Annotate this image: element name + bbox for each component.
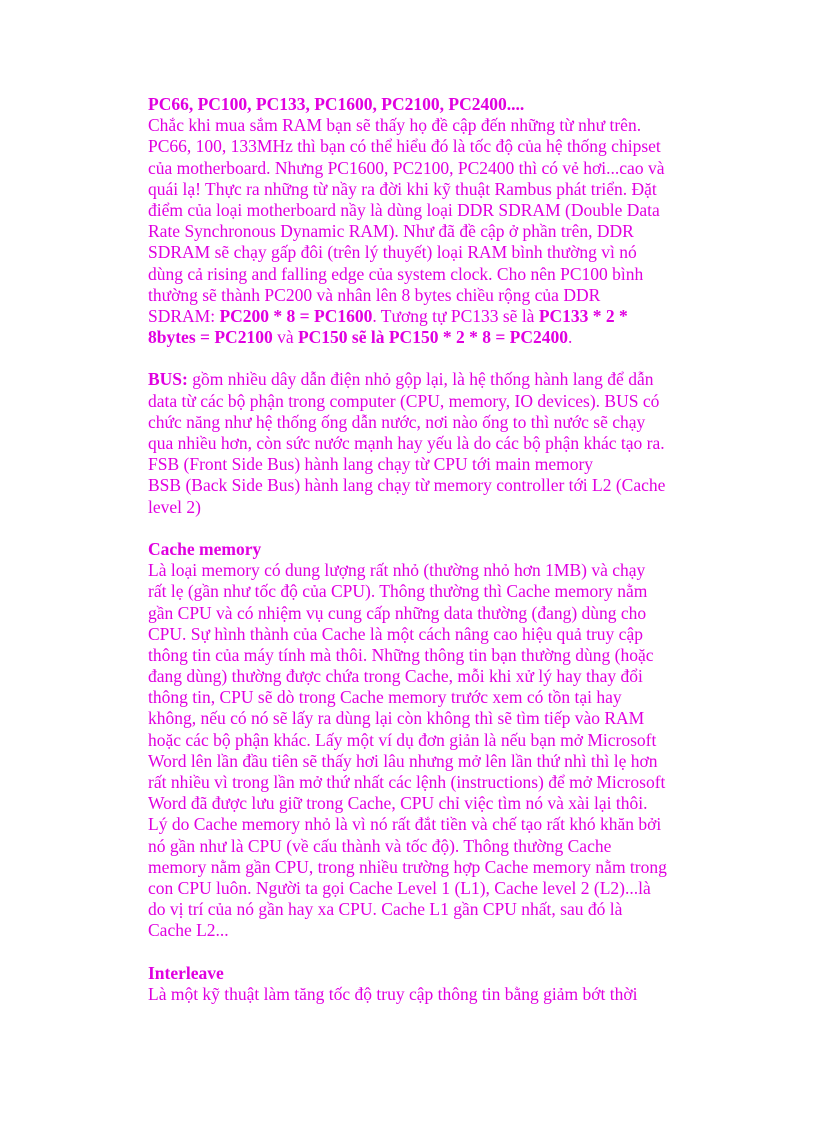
paragraph-gap (148, 942, 678, 963)
heading-pc-types: PC66, PC100, PC133, PC1600, PC2100, PC2400.... (148, 94, 525, 114)
text-line: BSB (Back Side Bus) hành lang chạy từ memory controller tới L2 (Cache (148, 475, 666, 496)
text-line: data từ các bộ phận trong computer (CPU, memory, IO devices). BUS có (148, 390, 660, 411)
formula-pc2400: PC150 sẽ là PC150 * 2 * 8 = PC2400 (297, 327, 568, 348)
text-line: dùng cả rising and falling edge của system clock. Cho nên PC100 bình (148, 263, 644, 284)
document-page (148, 94, 678, 1005)
text-line: rất nhiều vì trong lần mở thứ nhất các lệnh (instructions) để mở Microsoft (148, 772, 666, 792)
text-run: . Tương tự PC133 sẽ là (372, 305, 539, 326)
text-line: của motherboard. Nhưng PC1600, PC2100, PC2400 thì có vẻ hơi...cao và (148, 157, 665, 178)
text-line: hoặc các bộ phận khác. Lấy một ví dụ đơn giản là nếu bạn mở Microsoft (148, 729, 657, 750)
heading-interleave: Interleave (148, 962, 224, 983)
text-line: CPU. Sự hình thành của Cache là một cách nâng cao hiệu quả truy cập (148, 623, 643, 644)
text-line: thường sẽ thành PC200 và nhân lên 8 bytes chiều rộng của DDR (148, 284, 601, 305)
text-line: Cache L2... (148, 920, 229, 941)
text-line: điểm của loại motherboard nầy là dùng loại DDR SDRAM (Double Data (148, 199, 660, 220)
text-line: Chắc khi mua sắm RAM bạn sẽ thấy họ đề cập đến những từ như trên. (148, 115, 642, 136)
text-line: Word đã được lưu giữ trong Cache, CPU chỉ việc tìm nó và xài lại thôi. (148, 793, 648, 814)
text-line: rất lẹ (gần như tốc độ của CPU). Thông thường thì Cache memory nằm (148, 581, 648, 602)
text-line-formula (148, 306, 678, 327)
text-run: và (272, 327, 298, 348)
text-line: không, nếu có nó sẽ lấy ra dùng lại còn không thì sẽ tìm tiếp vào RAM (148, 708, 645, 729)
formula-pc1600: PC200 * 8 = PC1600 (219, 305, 373, 326)
text-line: gần CPU và có nhiệm vụ cung cấp những data thường (đang) dùng cho (148, 602, 647, 623)
formula-pc2100-end: 8bytes = PC2100 (148, 327, 273, 348)
text-line: đang dùng) thường được chứa trong Cache, mỗi khi xử lý hay thay đổi (148, 666, 643, 687)
text-run: . (568, 327, 573, 348)
text-line: Lý do Cache memory nhỏ là vì nó rất đắt tiền và chế tạo rất khó khăn bởi (148, 814, 662, 835)
text-line: do vị trí của nó gần hay xa CPU. Cache L1 gần CPU nhất, sau đó là (148, 899, 623, 920)
text-run: SDRAM: (148, 305, 220, 326)
text-run: gồm nhiều dây dẫn điện nhỏ gộp lại, là hệ thống hành lang để dẫn (187, 369, 654, 390)
text-line-formula (148, 327, 678, 348)
paragraph-gap (148, 348, 678, 369)
text-line: con CPU luôn. Người ta gọi Cache Level 1 (L1), Cache level 2 (L2)...là (148, 877, 651, 898)
bus-label: BUS: (148, 369, 188, 390)
text-line: Là loại memory có dung lượng rất nhỏ (thường nhỏ hơn 1MB) và chạy (148, 560, 646, 581)
text-line-bus (148, 369, 678, 390)
text-line: PC66, 100, 133MHz thì bạn có thể hiểu đó là tốc độ của hệ thống chipset (148, 136, 661, 157)
text-line: Word lên lần đầu tiên sẽ thấy hơi lâu nhưng mở lên lần thứ nhì thì lẹ hơn (148, 750, 658, 771)
text-line: SDRAM sẽ chạy gấp đôi (trên lý thuyết) loại RAM bình thường vì nó (148, 242, 637, 263)
text-line: Là một kỹ thuật làm tăng tốc độ truy cập thông tin bằng giảm bớt thời (148, 983, 638, 1004)
text-line: quái lạ! Thực ra những từ nầy ra đời khi kỹ thuật Rambus phát triển. Đặt (148, 178, 657, 199)
text-line: level 2) (148, 496, 201, 517)
text-line: FSB (Front Side Bus) hành lang chạy từ CPU tới main memory (148, 454, 594, 475)
text-line: thông tin của máy tính mà thôi. Những thông tin bạn thường dùng (hoặc (148, 644, 654, 665)
paragraph-gap (148, 518, 678, 539)
text-line: memory nằm gần CPU, trong nhiều trường hợp Cache memory nằm trong (148, 856, 667, 877)
formula-pc2100-start: PC133 * 2 * (538, 305, 628, 326)
text-line: Rate Synchronous Dynamic RAM). Như đã đề cập ở phần trên, DDR (148, 221, 634, 242)
text-line: qua nhiều hơn, còn sức nước mạnh hay yếu là do các bộ phận khác tạo ra. (148, 433, 665, 453)
text-line: chức năng như hệ thống ống dẫn nước, nơi nào ống to thì nước sẽ chạy (148, 411, 646, 432)
text-line: thông tin, CPU sẽ dò trong Cache memory trước xem có tồn tại hay (148, 687, 622, 708)
heading-cache-memory: Cache memory (148, 538, 262, 559)
text-line: nó gần như là CPU (về cấu thành và tốc độ). Thông thường Cache (148, 835, 612, 856)
